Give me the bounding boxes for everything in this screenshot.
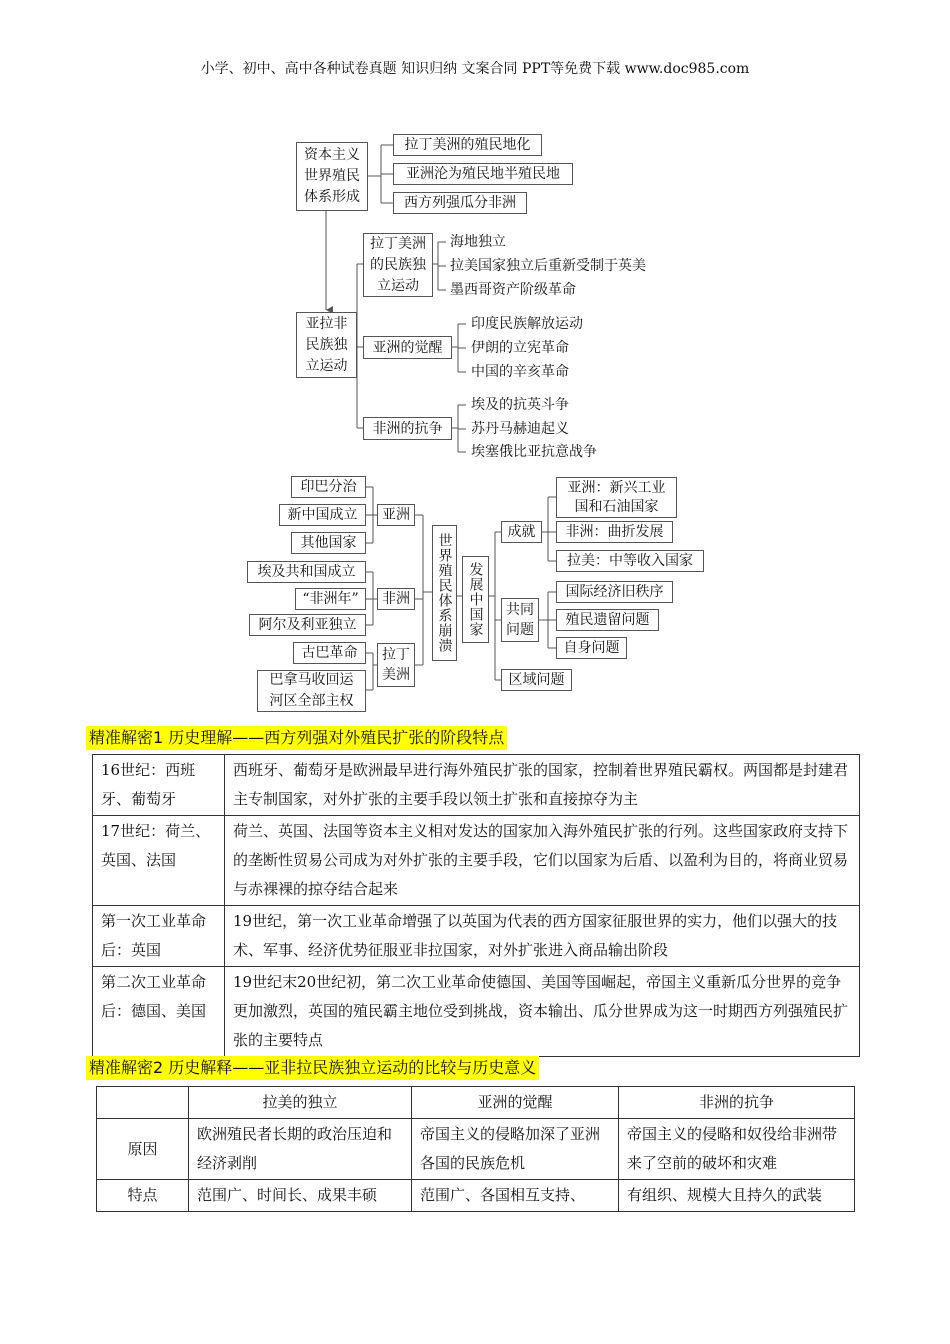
d2-left-group: 亚洲: [377, 504, 415, 526]
d2-right-item: 国际经济旧秩序: [556, 581, 673, 603]
d2-left-group: 拉丁美洲: [377, 643, 415, 687]
table-row: [93, 967, 860, 1057]
d2-right-group: 成就: [501, 521, 542, 543]
table-row: [93, 755, 860, 816]
d2-right-item: 亚洲：新兴工业国和石油国家: [556, 477, 677, 518]
d2-center-right: 发展中国家: [462, 556, 489, 643]
row-label: 特点: [97, 1180, 189, 1212]
desc-cell: 19世纪，第一次工业革命增强了以英国为代表的西方国家征服世界的实力，他们以强大的技术、军事、经济优势征服亚非拉国家，对外扩张进入商品输出阶段: [225, 906, 860, 967]
d1-root1-item: 西方列强瓜分非洲: [393, 192, 527, 214]
d2-right-group: 区域问题: [501, 669, 572, 691]
period-cell: 16世纪：西班牙、葡萄牙: [93, 755, 225, 816]
d2-center-left: 世界殖民体系崩溃: [432, 525, 457, 661]
d2-right-group: 共同问题: [501, 598, 539, 642]
table-cell: 范围广、各国相互支持、: [412, 1180, 619, 1212]
d2-left-item: 印巴分治: [291, 476, 366, 498]
table-cell: 帝国主义的侵略和奴役给非洲带来了空前的破坏和灾难: [619, 1119, 855, 1180]
d1-group-label: 拉丁美洲的民族独立运动: [363, 233, 433, 297]
table-cell: 欧洲殖民者长期的政治压迫和经济剥削: [189, 1119, 412, 1180]
d1-group-item: 埃及的抗英斗争: [471, 397, 569, 413]
table-cell: 有组织、规模大且持久的武装: [619, 1180, 855, 1212]
table-cell: 范围广、时间长、成果丰硕: [189, 1180, 412, 1212]
row-label: 原因: [97, 1119, 189, 1180]
desc-cell: 西班牙、葡萄牙是欧洲最早进行海外殖民扩张的国家，控制着世界殖民霸权。两国都是封建君主专制国家，对外扩张的主要手段以领土扩张和直接掠夺为主: [225, 755, 860, 816]
section1-table: [92, 754, 860, 1057]
page-header: 小学、初中、高中各种试卷真题 知识归纳 文案合同 PPT等免费下载 www.doc985.com: [200, 61, 750, 77]
d2-left-item: 巴拿马收回运河区全部主权: [257, 670, 366, 712]
table-row: [97, 1180, 855, 1212]
table-cell: 帝国主义的侵略加深了亚洲各国的民族危机: [412, 1119, 619, 1180]
d1-group-item: 海地独立: [450, 234, 506, 250]
d2-left-item: 埃及共和国成立: [247, 561, 366, 583]
d1-group-item: 墨西哥资产阶级革命: [450, 282, 576, 298]
d2-right-item: 非洲：曲折发展: [556, 521, 673, 543]
d1-group-item: 埃塞俄比亚抗意战争: [471, 444, 597, 460]
header-cell: 拉美的独立: [189, 1087, 412, 1119]
table-row: [97, 1119, 855, 1180]
header-cell: [97, 1087, 189, 1119]
header-cell: 亚洲的觉醒: [412, 1087, 619, 1119]
d2-left-item: 古巴革命: [293, 642, 366, 664]
section2-title: 精准解密2 历史解释——亚非拉民族独立运动的比较与历史意义: [86, 1056, 539, 1080]
section1-title: 精准解密1 历史理解——西方列强对外殖民扩张的阶段特点: [86, 726, 507, 750]
d2-right-item: 殖民遗留问题: [556, 609, 659, 631]
section2-table: [96, 1086, 855, 1212]
d2-right-item: 拉美：中等收入国家: [556, 550, 704, 572]
d2-left-item: “非洲年”: [295, 588, 366, 610]
table-header-row: [97, 1087, 855, 1119]
d1-root1: 资本主义世界殖民体系形成: [296, 142, 368, 211]
d2-right-item: 自身问题: [556, 637, 627, 659]
d1-root1-item: 亚洲沦为殖民地半殖民地: [393, 163, 573, 185]
d1-group-label: 亚洲的觉醒: [363, 336, 452, 359]
period-cell: 第二次工业革命后：德国、美国: [93, 967, 225, 1057]
table-row: [93, 906, 860, 967]
d1-group-item: 拉美国家独立后重新受制于英美: [450, 258, 646, 274]
period-cell: 17世纪：荷兰、英国、法国: [93, 816, 225, 906]
d1-group-label: 非洲的抗争: [363, 417, 452, 440]
d1-root1-item: 拉丁美洲的殖民地化: [393, 134, 542, 156]
d2-left-group: 非洲: [377, 588, 415, 610]
period-cell: 第一次工业革命后：英国: [93, 906, 225, 967]
table-row: [93, 816, 860, 906]
d2-left-item: 阿尔及利亚独立: [249, 614, 366, 636]
d1-group-item: 中国的辛亥革命: [471, 364, 569, 380]
desc-cell: 19世纪末20世纪初，第二次工业革命使德国、美国等国崛起，帝国主义重新瓜分世界的竞争更加激烈，英国的殖民霸主地位受到挑战，资本输出、瓜分世界成为这一时期西方列强殖民扩张的主要特点: [225, 967, 860, 1057]
d1-root2: 亚拉非民族独立运动: [296, 312, 357, 378]
d1-group-item: 苏丹马赫迪起义: [471, 421, 569, 437]
d1-group-item: 印度民族解放运动: [471, 316, 583, 332]
d1-group-item: 伊朗的立宪革命: [471, 340, 569, 356]
d2-left-item: 其他国家: [291, 532, 366, 554]
desc-cell: 荷兰、英国、法国等资本主义相对发达的国家加入海外殖民扩张的行列。这些国家政府支持下的垄断性贸易公司成为对外扩张的主要手段，它们以国家为后盾、以盈利为目的，将商业贸易与赤裸裸的掠夺结合起来: [225, 816, 860, 906]
d2-left-item: 新中国成立: [279, 504, 366, 526]
header-cell: 非洲的抗争: [619, 1087, 855, 1119]
